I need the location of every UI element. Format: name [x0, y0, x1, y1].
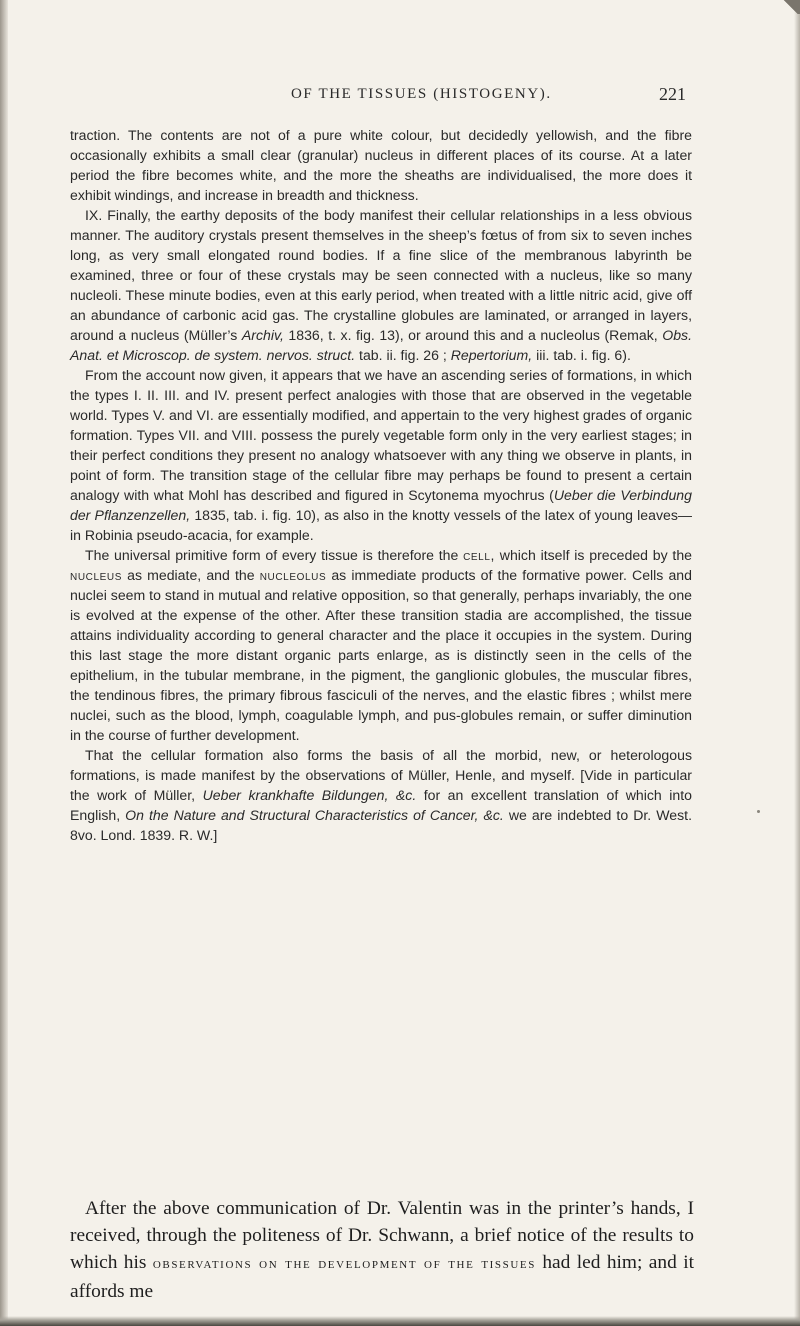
- text-run: as immediate products of the formative power. Cells and nuclei seem to stand in mutual and relative opposition, so that generally, perhaps invariably, the one is evolved at the expense of the other. After these transition stadia are accomplished, the tissue attains individuality according to general character and the place it occupies in the system. During this last stage the more distant organic parts enlarge, as is distinctly seen in the cells of the epithelium, in the tubular membrane, in the pigment, the ganglionic globules, the muscular fibres, the tendinous fibres, the primary fibrous fasciculi of the nerves, and the elastic fibres ; whilst mere nuclei, such as the blood, lymph, coagulable lymph, and pus-globules remain, or suffer diminution in the course of further development.: [70, 567, 692, 743]
- small-caps-text: nucleolus: [259, 567, 327, 583]
- text-run: iii. tab. i. fig. 6).: [532, 347, 631, 363]
- page-edge-shadow: [794, 0, 800, 1326]
- text-run: 1835, tab. i. fig. 10), as also in the knotty vessels of the latex of young leaves— in Robinia pseudo-acacia, for example.: [70, 507, 693, 543]
- text-run: traction. The contents are not of a pure white colour, but decidedly yellowish, and the fibre occasionally exhibits a small clear (granular) nucleus in different places of its course. At a later period the fibre becomes white, and the more the sheaths are individualised, the more does it exhibit windings, and increase in breadth and thickness.: [70, 127, 692, 203]
- text-run: That the cellular formation also forms the basis of all the morbid, new, or heterologous formations, is made manifest by the observations of Müller, Henle, and myself. [Vide in particular the work of Müller,: [70, 747, 692, 803]
- italic-text: On the Nature and Structural Characteristics of Cancer, &c.: [125, 807, 504, 823]
- paragraph: [70, 125, 692, 205]
- small-caps-text: observations on the development of the tissues: [152, 1256, 536, 1272]
- page-header: [0, 86, 800, 116]
- text-run: for an excellent translation of which into English,: [70, 787, 692, 823]
- page-number: 221: [659, 84, 686, 104]
- italic-text: Archiv,: [241, 327, 284, 343]
- text-run: as mediate, and the: [122, 567, 260, 583]
- small-caps-text: cell,: [463, 547, 496, 563]
- paragraph: [70, 205, 692, 365]
- page-corner: [778, 0, 800, 14]
- page-gutter-shadow: [0, 0, 8, 1326]
- text-run: The universal primitive form of every tissue is therefore the: [85, 547, 464, 563]
- italic-text: Repertorium,: [450, 347, 533, 363]
- paragraph: [70, 365, 692, 545]
- text-run: tab. ii. fig. 26 ;: [355, 347, 451, 363]
- paragraph: [70, 745, 692, 845]
- text-run: After the above communication of Dr. Valentin was in the printer’s hands, I received, through the politeness of Dr. Schwann, a brief notice of the results to which his: [70, 1198, 694, 1273]
- closing-paragraph: [70, 1195, 694, 1305]
- italic-text: Obs. Anat. et Microscop. de system. nervos. struct.: [70, 327, 692, 363]
- body-text: [70, 125, 692, 845]
- text-run: IX. Finally, the earthy deposits of the body manifest their cellular relationships in a less obvious manner. The auditory crystals present themselves in the sheep’s fœtus of from six to seven inches long, as very small elongated round bodies. If a fine slice of the membranous labyrinth be examined, three or four of these crystals may be seen connected with a nucleus, like so many nucleoli. These minute bodies, even at this early period, when treated with a little nitric acid, give off an abundance of carbonic acid gas. The crystalline globules are laminated, or arranged in layers, around a nucleus (Müller’s: [70, 207, 692, 343]
- paragraph: [70, 545, 692, 745]
- italic-text: Ueber die Verbindung der Pflanzenzellen,: [70, 487, 692, 523]
- paper-speck: [757, 810, 760, 813]
- text-run: we are indebted to Dr. West. 8vo. Lond. 1839. R. W.]: [70, 807, 692, 843]
- text-run: 1836, t. x. fig. 13), or around this and a nucleolus (Remak,: [283, 327, 663, 343]
- small-caps-text: nucleus: [70, 567, 122, 583]
- page-bottom-edge: [0, 1316, 800, 1326]
- text-run: which itself is preceded by the: [495, 547, 692, 563]
- italic-text: Ueber krankhafte Bildungen, &c.: [202, 787, 417, 803]
- text-run: From the account now given, it appears that we have an ascending series of formations, in which the types I. II. III. and IV. present perfect analogies with those that are observed in the vegetable world. Types V. and VI. are essentially modified, and appertain to the very highest grades of organic formation. Types VII. and VIII. possess the purely vegetable form only in the very earliest stages; in their perfect conditions they present no analogy whatsoever with any thing we observe in plants, in point of form. The transition stage of the cellular fibre may perhaps be found to present a certain analogy with what Mohl has described and figured in Scytonema myochrus (: [70, 367, 692, 503]
- running-head: OF THE TISSUES (HISTOGENY).: [291, 86, 552, 102]
- text-run: had led him; and it affords me: [70, 1252, 694, 1302]
